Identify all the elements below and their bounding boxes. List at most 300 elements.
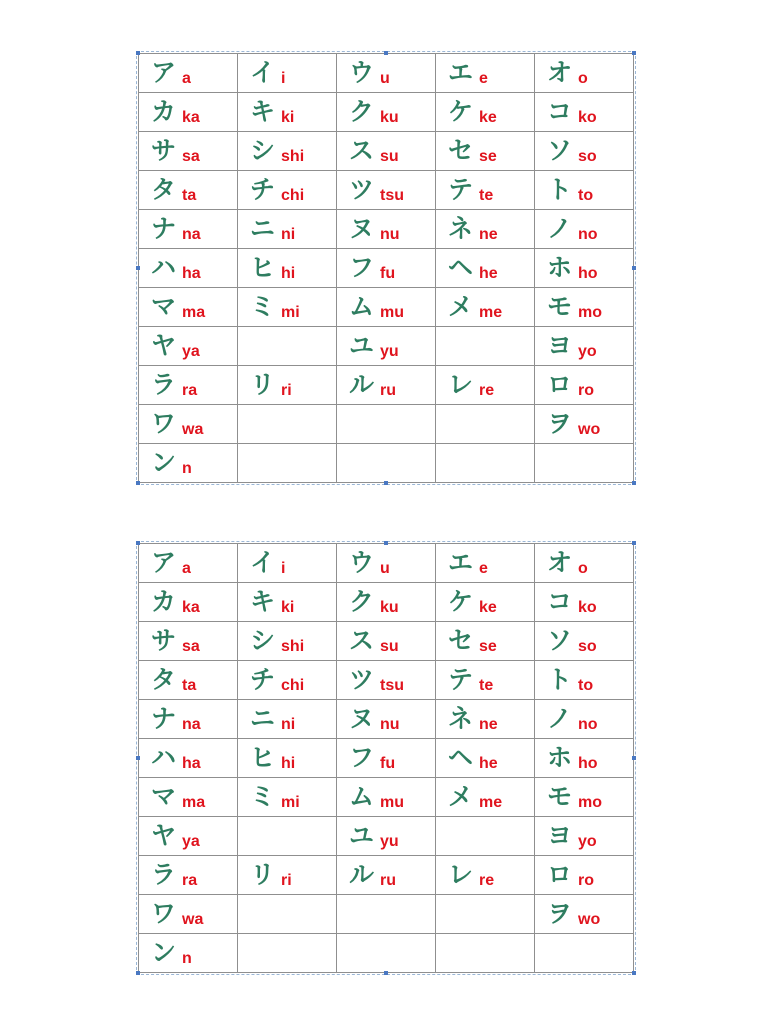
katakana-character: キ bbox=[250, 96, 276, 126]
kana-cell bbox=[139, 327, 238, 366]
romaji-label: ne bbox=[479, 715, 498, 733]
kana-cell bbox=[337, 54, 436, 93]
romaji-label: i bbox=[281, 559, 286, 577]
katakana-character: ウ bbox=[349, 57, 375, 87]
katakana-character: ク bbox=[349, 586, 375, 616]
katakana-character: ニ bbox=[250, 703, 276, 733]
empty-cell bbox=[238, 895, 337, 934]
romaji-label: n bbox=[182, 459, 192, 477]
kana-row bbox=[139, 210, 634, 249]
empty-cell bbox=[436, 895, 535, 934]
kana-cell bbox=[535, 856, 634, 895]
romaji-label: su bbox=[380, 637, 399, 655]
kana-cell bbox=[535, 778, 634, 817]
katakana-character: ミ bbox=[250, 781, 276, 811]
empty-cell bbox=[535, 444, 634, 483]
romaji-label: ra bbox=[182, 381, 198, 399]
empty-cell bbox=[436, 405, 535, 444]
romaji-label: he bbox=[479, 754, 498, 772]
selection-handle[interactable] bbox=[136, 481, 140, 485]
kana-row bbox=[139, 288, 634, 327]
katakana-character: タ bbox=[151, 174, 177, 204]
romaji-label: shi bbox=[281, 637, 305, 655]
romaji-label: fu bbox=[380, 264, 396, 282]
kana-row bbox=[139, 700, 634, 739]
katakana-character: レ bbox=[448, 859, 474, 889]
katakana-character: テ bbox=[448, 174, 474, 204]
katakana-character: ナ bbox=[151, 703, 177, 733]
romaji-label: re bbox=[479, 381, 495, 399]
romaji-label: ne bbox=[479, 225, 498, 243]
kana-cell bbox=[238, 700, 337, 739]
romaji-label: ke bbox=[479, 108, 497, 126]
romaji-label: ka bbox=[182, 108, 200, 126]
kana-row bbox=[139, 817, 634, 856]
katakana-character: ウ bbox=[349, 547, 375, 577]
katakana-character: エ bbox=[448, 547, 474, 577]
romaji-label: mi bbox=[281, 793, 300, 811]
romaji-label: wo bbox=[578, 910, 601, 928]
kana-cell bbox=[139, 93, 238, 132]
romaji-label: ko bbox=[578, 108, 597, 126]
kana-cell bbox=[139, 54, 238, 93]
katakana-character: ヨ bbox=[547, 820, 573, 850]
kana-cell bbox=[535, 622, 634, 661]
katakana-character: ン bbox=[151, 937, 177, 967]
kana-cell bbox=[238, 856, 337, 895]
kana-row bbox=[139, 54, 634, 93]
romaji-label: ta bbox=[182, 676, 197, 694]
katakana-character: チ bbox=[250, 174, 276, 204]
katakana-character: ロ bbox=[547, 369, 573, 399]
romaji-label: ru bbox=[380, 871, 397, 889]
romaji-label: chi bbox=[281, 186, 305, 204]
romaji-label: ni bbox=[281, 715, 296, 733]
empty-cell bbox=[436, 327, 535, 366]
kana-row bbox=[139, 778, 634, 817]
romaji-label: ki bbox=[281, 598, 295, 616]
kana-cell bbox=[337, 622, 436, 661]
romaji-label: ra bbox=[182, 871, 198, 889]
kana-cell bbox=[139, 739, 238, 778]
empty-cell bbox=[238, 327, 337, 366]
kana-cell bbox=[436, 778, 535, 817]
kana-cell bbox=[139, 210, 238, 249]
romaji-label: na bbox=[182, 225, 201, 243]
katakana-character: ケ bbox=[448, 586, 474, 616]
kana-cell bbox=[139, 405, 238, 444]
katakana-character: ア bbox=[151, 57, 177, 87]
romaji-label: ya bbox=[182, 832, 200, 850]
katakana-character: ヌ bbox=[349, 703, 375, 733]
romaji-label: o bbox=[578, 559, 588, 577]
kana-cell bbox=[535, 739, 634, 778]
romaji-label: te bbox=[479, 676, 494, 694]
kana-cell bbox=[238, 739, 337, 778]
kana-cell bbox=[238, 366, 337, 405]
katakana-character: イ bbox=[250, 57, 276, 87]
romaji-label: ki bbox=[281, 108, 295, 126]
kana-cell bbox=[436, 739, 535, 778]
romaji-label: ma bbox=[182, 303, 206, 321]
kana-cell bbox=[535, 544, 634, 583]
katakana-character: イ bbox=[250, 547, 276, 577]
kana-row bbox=[139, 934, 634, 973]
kana-cell bbox=[139, 622, 238, 661]
katakana-character: メ bbox=[448, 291, 474, 321]
katakana-character: ネ bbox=[448, 703, 474, 733]
kana-cell bbox=[238, 132, 337, 171]
romaji-label: mu bbox=[380, 793, 405, 811]
romaji-label: ro bbox=[578, 381, 595, 399]
kana-row bbox=[139, 622, 634, 661]
romaji-label: so bbox=[578, 637, 597, 655]
romaji-label: ku bbox=[380, 108, 399, 126]
katakana-character: ル bbox=[349, 369, 375, 399]
romaji-label: ni bbox=[281, 225, 296, 243]
kana-cell bbox=[139, 366, 238, 405]
katakana-character: サ bbox=[151, 625, 177, 655]
kana-cell bbox=[238, 288, 337, 327]
selection-handle[interactable] bbox=[136, 971, 140, 975]
romaji-label: re bbox=[479, 871, 495, 889]
katakana-character: ロ bbox=[547, 859, 573, 889]
romaji-label: se bbox=[479, 147, 497, 165]
selection-handle[interactable] bbox=[632, 971, 636, 975]
katakana-chart-body bbox=[139, 544, 634, 973]
romaji-label: nu bbox=[380, 225, 400, 243]
kana-cell bbox=[337, 544, 436, 583]
romaji-label: sa bbox=[182, 147, 200, 165]
kana-cell bbox=[535, 210, 634, 249]
kana-cell bbox=[238, 54, 337, 93]
empty-cell bbox=[238, 444, 337, 483]
katakana-character: ツ bbox=[349, 664, 375, 694]
katakana-character: チ bbox=[250, 664, 276, 694]
kana-cell bbox=[238, 661, 337, 700]
katakana-character: ワ bbox=[151, 898, 177, 928]
kana-cell bbox=[436, 661, 535, 700]
romaji-label: ta bbox=[182, 186, 197, 204]
katakana-character: ソ bbox=[547, 625, 573, 655]
kana-cell bbox=[436, 171, 535, 210]
katakana-character: ネ bbox=[448, 213, 474, 243]
katakana-character: ス bbox=[349, 135, 375, 165]
kana-cell bbox=[139, 132, 238, 171]
empty-cell bbox=[436, 444, 535, 483]
katakana-character: ユ bbox=[349, 820, 375, 850]
kana-cell bbox=[337, 366, 436, 405]
katakana-character: ノ bbox=[547, 703, 573, 733]
romaji-label: ha bbox=[182, 754, 201, 772]
katakana-character: テ bbox=[448, 664, 474, 694]
romaji-label: wa bbox=[182, 910, 204, 928]
katakana-character: タ bbox=[151, 664, 177, 694]
katakana-character: ノ bbox=[547, 213, 573, 243]
katakana-character: ワ bbox=[151, 408, 177, 438]
selection-handle[interactable] bbox=[384, 541, 388, 545]
katakana-character: キ bbox=[250, 586, 276, 616]
kana-row bbox=[139, 661, 634, 700]
katakana-character: シ bbox=[250, 135, 276, 165]
romaji-label: tsu bbox=[380, 186, 405, 204]
kana-cell bbox=[337, 93, 436, 132]
katakana-chart-bottom bbox=[138, 543, 634, 973]
kana-row bbox=[139, 739, 634, 778]
kana-cell bbox=[139, 583, 238, 622]
empty-cell bbox=[238, 817, 337, 856]
kana-cell bbox=[535, 661, 634, 700]
romaji-label: i bbox=[281, 69, 286, 87]
romaji-label: to bbox=[578, 676, 594, 694]
empty-cell bbox=[337, 895, 436, 934]
kana-cell bbox=[535, 327, 634, 366]
romaji-label: e bbox=[479, 559, 488, 577]
romaji-label: so bbox=[578, 147, 597, 165]
katakana-character: ケ bbox=[448, 96, 474, 126]
kana-row bbox=[139, 544, 634, 583]
selection-handle[interactable] bbox=[136, 51, 140, 55]
kana-cell bbox=[535, 132, 634, 171]
kana-cell bbox=[139, 700, 238, 739]
empty-cell bbox=[337, 444, 436, 483]
kana-cell bbox=[436, 249, 535, 288]
romaji-label: a bbox=[182, 559, 191, 577]
romaji-label: u bbox=[380, 69, 390, 87]
romaji-label: chi bbox=[281, 676, 305, 694]
kana-cell bbox=[238, 778, 337, 817]
kana-cell bbox=[238, 583, 337, 622]
katakana-character: ア bbox=[151, 547, 177, 577]
katakana-character: ソ bbox=[547, 135, 573, 165]
romaji-label: mu bbox=[380, 303, 405, 321]
katakana-character: エ bbox=[448, 57, 474, 87]
kana-cell bbox=[139, 171, 238, 210]
kana-cell bbox=[238, 171, 337, 210]
katakana-character: ラ bbox=[151, 369, 177, 399]
katakana-character: ユ bbox=[349, 330, 375, 360]
katakana-character: フ bbox=[349, 742, 375, 772]
katakana-character: マ bbox=[151, 781, 177, 811]
kana-cell bbox=[436, 54, 535, 93]
kana-cell bbox=[535, 700, 634, 739]
kana-cell bbox=[238, 93, 337, 132]
katakana-character: ヘ bbox=[448, 252, 474, 282]
romaji-label: fu bbox=[380, 754, 396, 772]
romaji-label: n bbox=[182, 949, 192, 967]
katakana-character: ン bbox=[151, 447, 177, 477]
kana-cell bbox=[139, 249, 238, 288]
selection-handle[interactable] bbox=[136, 266, 140, 270]
katakana-character: シ bbox=[250, 625, 276, 655]
empty-cell bbox=[535, 934, 634, 973]
katakana-character: ス bbox=[349, 625, 375, 655]
katakana-chart-body bbox=[139, 54, 634, 483]
romaji-label: me bbox=[479, 303, 503, 321]
katakana-character: ヤ bbox=[151, 820, 177, 850]
katakana-character: レ bbox=[448, 369, 474, 399]
katakana-character: ハ bbox=[151, 742, 177, 772]
kana-cell bbox=[535, 288, 634, 327]
katakana-character: ヒ bbox=[250, 742, 276, 772]
romaji-label: ri bbox=[281, 381, 292, 399]
katakana-character: ツ bbox=[349, 174, 375, 204]
romaji-label: e bbox=[479, 69, 488, 87]
katakana-character: ヌ bbox=[349, 213, 375, 243]
kana-cell bbox=[238, 544, 337, 583]
kana-cell bbox=[337, 210, 436, 249]
katakana-character: フ bbox=[349, 252, 375, 282]
katakana-character: ム bbox=[349, 781, 375, 811]
kana-cell bbox=[337, 739, 436, 778]
kana-cell bbox=[535, 583, 634, 622]
katakana-character: カ bbox=[151, 586, 177, 616]
katakana-character: マ bbox=[151, 291, 177, 321]
romaji-label: se bbox=[479, 637, 497, 655]
kana-cell bbox=[535, 54, 634, 93]
romaji-label: to bbox=[578, 186, 594, 204]
romaji-label: yo bbox=[578, 832, 597, 850]
romaji-label: mo bbox=[578, 793, 603, 811]
selection-handle[interactable] bbox=[632, 51, 636, 55]
kana-row bbox=[139, 405, 634, 444]
kana-cell bbox=[139, 856, 238, 895]
selection-handle[interactable] bbox=[384, 481, 388, 485]
romaji-label: wa bbox=[182, 420, 204, 438]
kana-cell bbox=[139, 288, 238, 327]
kana-row bbox=[139, 327, 634, 366]
romaji-label: ya bbox=[182, 342, 200, 360]
selection-handle[interactable] bbox=[384, 51, 388, 55]
kana-cell bbox=[139, 778, 238, 817]
katakana-character: ヲ bbox=[547, 408, 573, 438]
romaji-label: yu bbox=[380, 342, 399, 360]
romaji-label: no bbox=[578, 715, 598, 733]
romaji-label: sa bbox=[182, 637, 200, 655]
empty-cell bbox=[436, 817, 535, 856]
katakana-character: サ bbox=[151, 135, 177, 165]
kana-cell bbox=[337, 249, 436, 288]
romaji-label: me bbox=[479, 793, 503, 811]
kana-cell bbox=[139, 895, 238, 934]
kana-cell bbox=[337, 778, 436, 817]
romaji-label: yo bbox=[578, 342, 597, 360]
katakana-character: ト bbox=[547, 664, 573, 694]
katakana-character: ハ bbox=[151, 252, 177, 282]
kana-cell bbox=[535, 93, 634, 132]
romaji-label: he bbox=[479, 264, 498, 282]
katakana-character: ヨ bbox=[547, 330, 573, 360]
empty-cell bbox=[337, 405, 436, 444]
katakana-character: リ bbox=[250, 859, 276, 889]
katakana-character: リ bbox=[250, 369, 276, 399]
kana-row bbox=[139, 856, 634, 895]
romaji-label: ho bbox=[578, 264, 598, 282]
kana-cell bbox=[436, 210, 535, 249]
kana-cell bbox=[436, 583, 535, 622]
kana-cell bbox=[535, 405, 634, 444]
kana-cell bbox=[436, 93, 535, 132]
kana-cell bbox=[337, 288, 436, 327]
empty-cell bbox=[238, 934, 337, 973]
kana-cell bbox=[337, 171, 436, 210]
katakana-character: セ bbox=[448, 135, 474, 165]
selection-handle[interactable] bbox=[632, 481, 636, 485]
romaji-label: nu bbox=[380, 715, 400, 733]
kana-cell bbox=[535, 171, 634, 210]
romaji-label: ma bbox=[182, 793, 206, 811]
romaji-label: shi bbox=[281, 147, 305, 165]
romaji-label: su bbox=[380, 147, 399, 165]
romaji-label: ro bbox=[578, 871, 595, 889]
katakana-character: ヘ bbox=[448, 742, 474, 772]
kana-cell bbox=[436, 366, 535, 405]
romaji-label: ka bbox=[182, 598, 200, 616]
kana-cell bbox=[436, 132, 535, 171]
katakana-character: モ bbox=[547, 291, 573, 321]
kana-cell bbox=[436, 622, 535, 661]
romaji-label: ri bbox=[281, 871, 292, 889]
kana-cell bbox=[436, 856, 535, 895]
romaji-label: o bbox=[578, 69, 588, 87]
kana-cell bbox=[337, 132, 436, 171]
empty-cell bbox=[436, 934, 535, 973]
katakana-character: コ bbox=[547, 96, 573, 126]
selection-handle[interactable] bbox=[632, 266, 636, 270]
kana-cell bbox=[535, 249, 634, 288]
katakana-character: カ bbox=[151, 96, 177, 126]
katakana-character: ム bbox=[349, 291, 375, 321]
katakana-character: ミ bbox=[250, 291, 276, 321]
kana-cell bbox=[337, 700, 436, 739]
romaji-label: na bbox=[182, 715, 201, 733]
katakana-character: ラ bbox=[151, 859, 177, 889]
romaji-label: ku bbox=[380, 598, 399, 616]
kana-cell bbox=[238, 622, 337, 661]
kana-row bbox=[139, 895, 634, 934]
kana-cell bbox=[238, 210, 337, 249]
katakana-character: ニ bbox=[250, 213, 276, 243]
katakana-character: ル bbox=[349, 859, 375, 889]
kana-cell bbox=[139, 817, 238, 856]
romaji-label: ko bbox=[578, 598, 597, 616]
selection-handle[interactable] bbox=[384, 971, 388, 975]
kana-cell bbox=[139, 934, 238, 973]
romaji-label: u bbox=[380, 559, 390, 577]
romaji-label: ha bbox=[182, 264, 201, 282]
selection-handle[interactable] bbox=[632, 541, 636, 545]
romaji-label: ke bbox=[479, 598, 497, 616]
romaji-label: yu bbox=[380, 832, 399, 850]
katakana-chart-top bbox=[138, 53, 634, 483]
kana-row bbox=[139, 171, 634, 210]
katakana-character: オ bbox=[547, 57, 573, 87]
katakana-character: オ bbox=[547, 547, 573, 577]
kana-cell bbox=[337, 583, 436, 622]
kana-cell bbox=[139, 661, 238, 700]
katakana-character: ヒ bbox=[250, 252, 276, 282]
selection-handle[interactable] bbox=[136, 756, 140, 760]
kana-cell bbox=[535, 895, 634, 934]
kana-row bbox=[139, 366, 634, 405]
selection-handle[interactable] bbox=[136, 541, 140, 545]
romaji-label: wo bbox=[578, 420, 601, 438]
kana-cell bbox=[535, 817, 634, 856]
romaji-label: a bbox=[182, 69, 191, 87]
selection-handle[interactable] bbox=[632, 756, 636, 760]
empty-cell bbox=[337, 934, 436, 973]
kana-cell bbox=[436, 700, 535, 739]
